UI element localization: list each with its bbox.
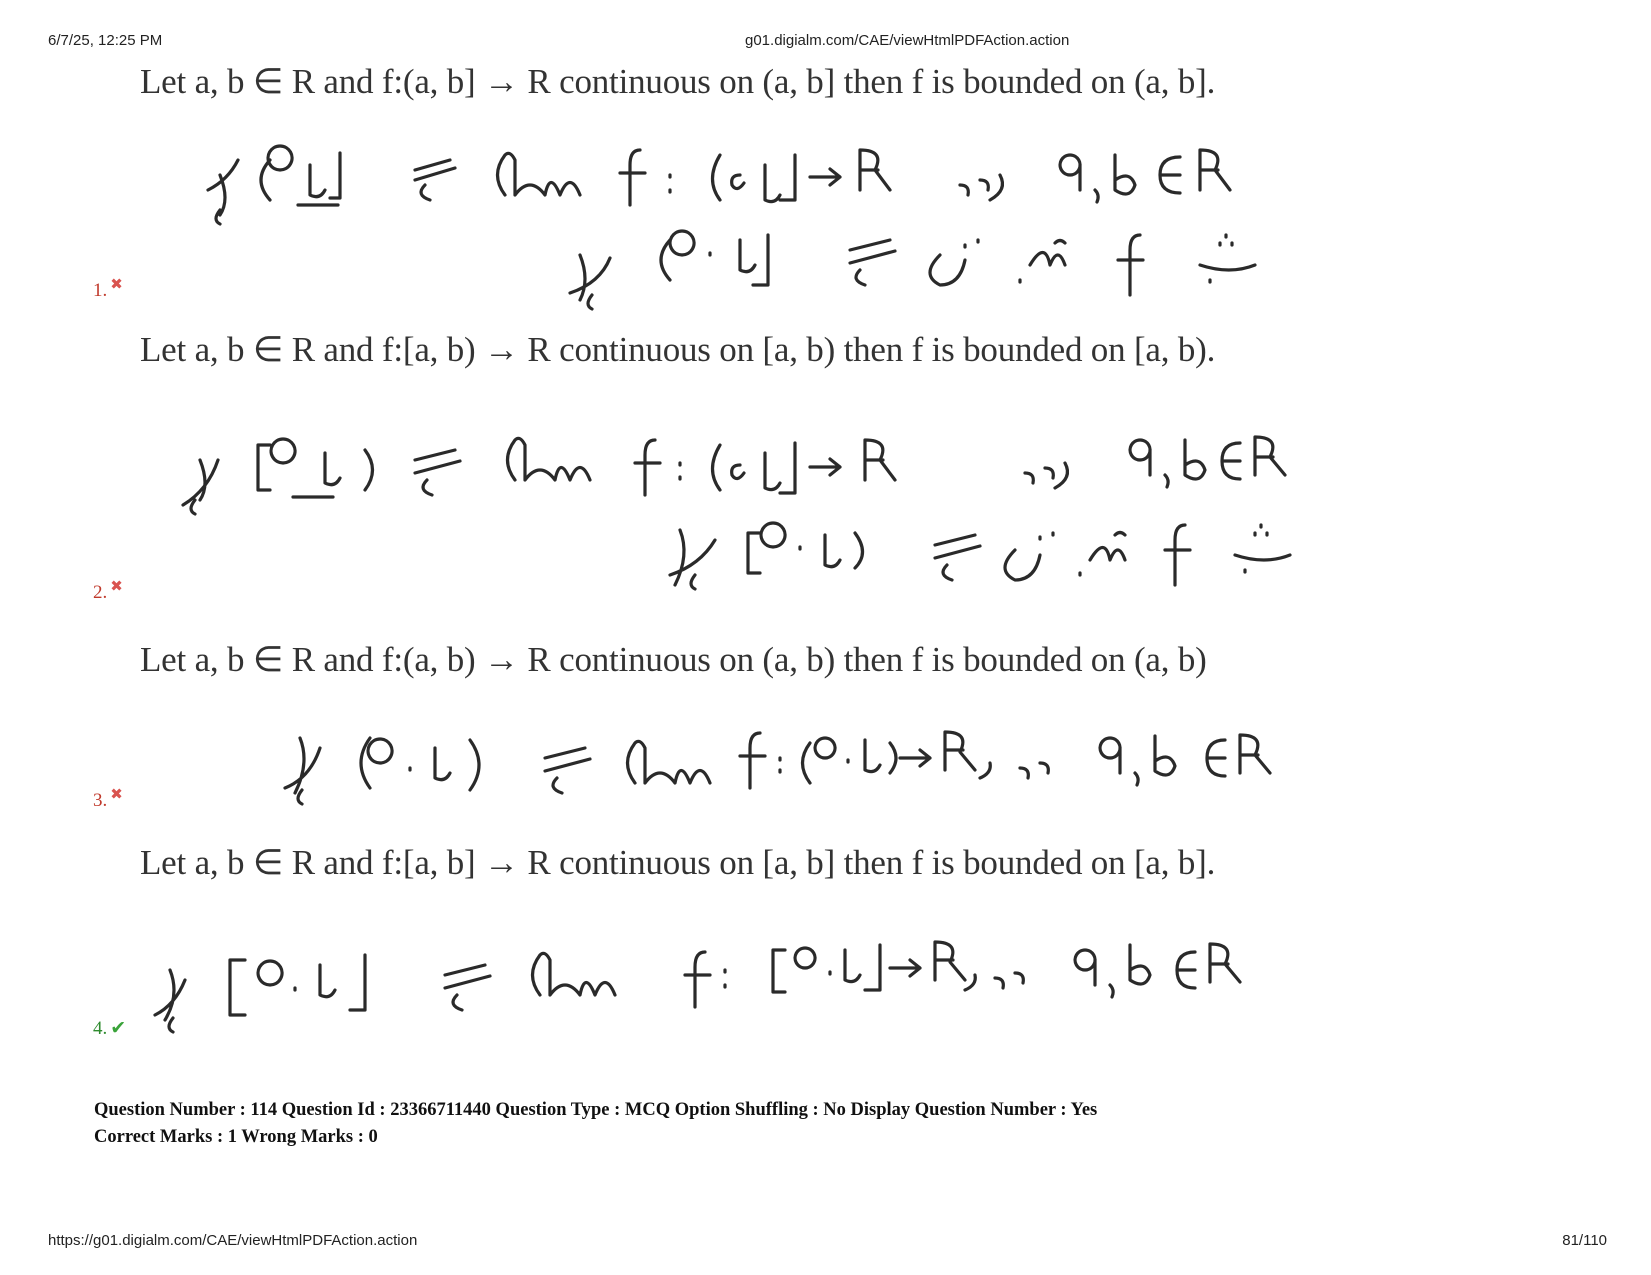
- option-2-statement: Let a, b ∈ R and f:[a, b) → R continuous on [a, b) then f is bounded on [a, b).: [140, 330, 1216, 369]
- hai-glyph-2: [850, 240, 895, 285]
- question-meta-line-2: Correct Marks : 1 Wrong Marks : 0: [94, 1127, 378, 1147]
- option-3-statement: Let a, b ∈ R and f:(a, b) → R continuous on (a, b) then f is bounded on (a, b): [140, 640, 1207, 679]
- option-1-urdu-handwriting: [200, 135, 1340, 320]
- hai-glyph: [415, 160, 455, 200]
- option-number: 1.: [93, 280, 108, 301]
- print-page-number: 81/110: [1562, 1232, 1607, 1249]
- cross-icon: ✖: [110, 578, 123, 595]
- ab-glyph: [1060, 155, 1135, 202]
- option-2-label: [93, 578, 123, 604]
- f-glyph-2: [1118, 235, 1143, 295]
- R-glyph: [860, 150, 890, 190]
- musalsal-glyph: [498, 153, 581, 195]
- aur-glyph: [960, 175, 1002, 200]
- cross-icon: ✖: [110, 786, 123, 803]
- bounded-glyph: [930, 240, 1065, 285]
- print-datetime: 6/7/25, 12:25 PM: [48, 32, 163, 49]
- option-1-label: [93, 276, 123, 302]
- fmap-glyph: [620, 150, 840, 205]
- option-4-urdu-handwriting: [145, 930, 1345, 1045]
- in-R-glyph: [1160, 150, 1230, 193]
- check-icon: ✔: [110, 1017, 127, 1039]
- option-3-label: [93, 786, 123, 812]
- tab-glyph: [1200, 235, 1255, 282]
- urdu-par-glyph-2: [570, 255, 610, 309]
- cross-icon: ✖: [110, 276, 123, 293]
- option-2-urdu-handwriting: [175, 425, 1385, 605]
- print-page-title: g01.digialm.com/CAE/viewHtmlPDFAction.action: [745, 32, 1070, 49]
- option-4-statement: Let a, b ∈ R and f:[a, b] → R continuous on [a, b] then f is bounded on [a, b].: [140, 843, 1216, 882]
- option-4-label: [93, 1018, 126, 1040]
- question-meta-line-1: Question Number : 114 Question Id : 23366711440 Question Type : MCQ Option Shuffling : No Display Question Number : Yes: [94, 1100, 1098, 1120]
- option-3-urdu-handwriting: [280, 718, 1340, 828]
- option-1-statement: Let a, b ∈ R and f:(a, b] → R continuous on (a, b] then f is bounded on (a, b].: [140, 62, 1216, 101]
- option-number: 3.: [93, 790, 108, 811]
- option-number: 4.: [93, 1018, 108, 1039]
- interval-glyph-2: [661, 231, 768, 285]
- urdu-par-glyph: [208, 160, 238, 224]
- option-number: 2.: [93, 582, 108, 603]
- interval-glyph: [261, 146, 340, 205]
- print-footer-url: https://g01.digialm.com/CAE/viewHtmlPDFAction.action: [48, 1232, 418, 1249]
